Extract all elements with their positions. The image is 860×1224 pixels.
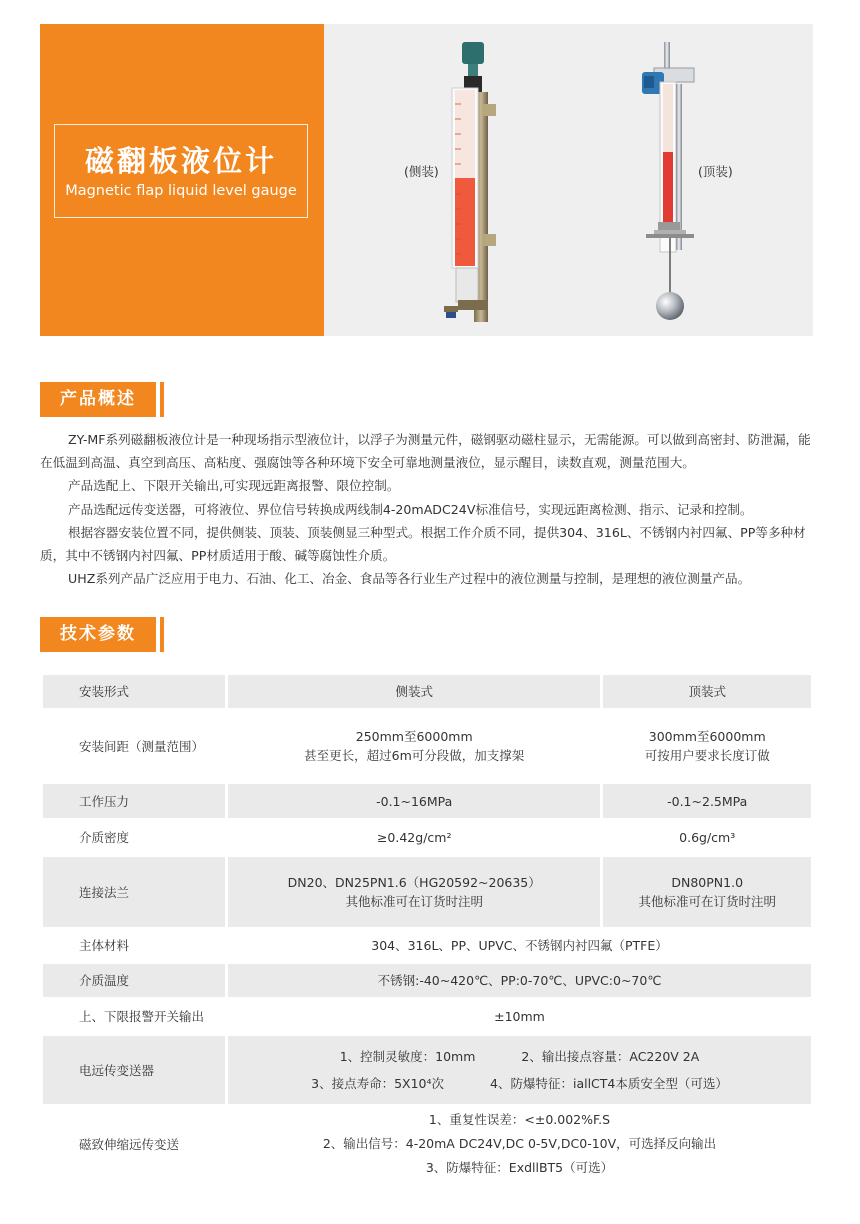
spec-table (40, 672, 814, 1184)
row-key: 主体材料 (79, 938, 130, 953)
cell-merged: ±10mm (494, 1009, 545, 1024)
overview-paragraph: 根据容器安装位置不同，提供侧装、顶装、顶装侧显三种型式。根据工作介质不同，提供304、316L、不锈钢内衬四氟、PP等多种材质，其中不锈钢内衬四氟、PP材质适用于酸、碱等腐蚀性介质。 (40, 524, 806, 564)
header-cell: 侧装式 (228, 675, 600, 708)
cell-side: -0.1~16MPa (228, 784, 600, 818)
overview-text (40, 428, 820, 590)
header-cell: 顶装式 (603, 675, 811, 708)
row-key: 介质密度 (79, 830, 130, 845)
cell-top: 0.6g/cm³ (679, 830, 736, 845)
row-key: 上、下限报警开关输出 (79, 1009, 205, 1024)
params-heading-text: 技术参数 (60, 624, 136, 644)
overview-paragraph: 产品选配上、下限开关输出,可实现远距离报警、限位控制。 (68, 478, 400, 494)
table-header-row (43, 675, 811, 708)
overview-paragraph: ZY-MF系列磁翻板液位计是一种现场指示型液位计，以浮子为测量元件，磁钢驱动磁柱显示，无需能源。可以做到高密封、防泄漏，能在低温到高温、真空到高压、高粘度、强腐蚀等各种环境下安全可靠地测量液位，显示醒目，读数直观，测量范围大。 (40, 432, 811, 471)
table-row (43, 711, 811, 781)
table-row (43, 1000, 811, 1033)
product-subtitle: Magnetic flap liquid level gauge (65, 183, 297, 199)
cell-side: DN20、DN25PN1.6（HG20592~20635） 其他标准可在订货时注明 (228, 857, 600, 927)
cell-top: DN80PN1.0 其他标准可在订货时注明 (603, 857, 811, 927)
table-row (43, 1107, 811, 1181)
overview-paragraph: UHZ系列产品广泛应用于电力、石油、化工、冶金、食品等各行业生产过程中的液位测量与控制，是理想的液位测量产品。 (68, 571, 751, 587)
cell-merged: 不锈钢:-40~420℃、PP:0-70℃、UPVC:0~70℃ (228, 964, 811, 997)
product-photos (324, 24, 813, 336)
cell-merged: 304、316L、PP、UPVC、不锈钢内衬四氟（PTFE） (371, 938, 668, 953)
overview-heading-text: 产品概述 (60, 389, 136, 409)
cell-side: 250mm至6000mm 甚至更长，超过6m可分段做，加支撑架 (304, 729, 525, 763)
product-title: 磁翻板液位计 (84, 144, 277, 178)
top-mount-label: (顶装) (698, 164, 733, 179)
top-mount-gauge-image (642, 42, 694, 320)
table-row (43, 784, 811, 818)
row-key: 介质温度 (43, 964, 225, 997)
table-row (43, 930, 811, 961)
cell-merged: 1、重复性误差：<±0.002%F.S 2、输出信号：4-20mA DC24V,DC 0-5V,DC0-10V，可选择反向输出 3、防爆特征：ExdllBT5（可选） (322, 1112, 717, 1175)
side-mount-label: (侧装) (404, 164, 439, 179)
hero-banner (40, 24, 324, 336)
header-cell: 安装形式 (43, 675, 225, 708)
table-row (43, 1036, 811, 1104)
table-row (43, 964, 811, 997)
product-photo-panel (324, 24, 813, 336)
heading-accent-bar (160, 617, 164, 652)
hero-title-box (54, 124, 308, 218)
side-mount-gauge-image (444, 42, 496, 322)
row-key: 安装间距（测量范围） (79, 738, 205, 754)
overview-paragraph: 产品选配远传变送器，可将液位、界位信号转换成两线制4-20mADC24V标准信号，实现远距离检测、指示、记录和控制。 (68, 501, 753, 517)
row-key: 连接法兰 (43, 857, 225, 927)
row-key: 电远传变送器 (43, 1036, 225, 1104)
heading-accent-bar (160, 382, 164, 417)
table-row (43, 821, 811, 854)
cell-top: -0.1~2.5MPa (603, 784, 811, 818)
table-row (43, 857, 811, 927)
cell-top: 300mm至6000mm 可按用户要求长度订做 (644, 729, 770, 763)
row-key: 工作压力 (43, 784, 225, 818)
row-key: 磁致伸缩远传变送 (79, 1136, 180, 1152)
cell-merged: 1、控制灵敏度：10mm 2、输出接点容量：AC220V 2A 3、接点寿命：5X10⁴次 4、防爆特征：iallCT4本质安全型（可选） (228, 1036, 811, 1104)
cell-side: ≥0.42g/cm² (376, 830, 452, 845)
